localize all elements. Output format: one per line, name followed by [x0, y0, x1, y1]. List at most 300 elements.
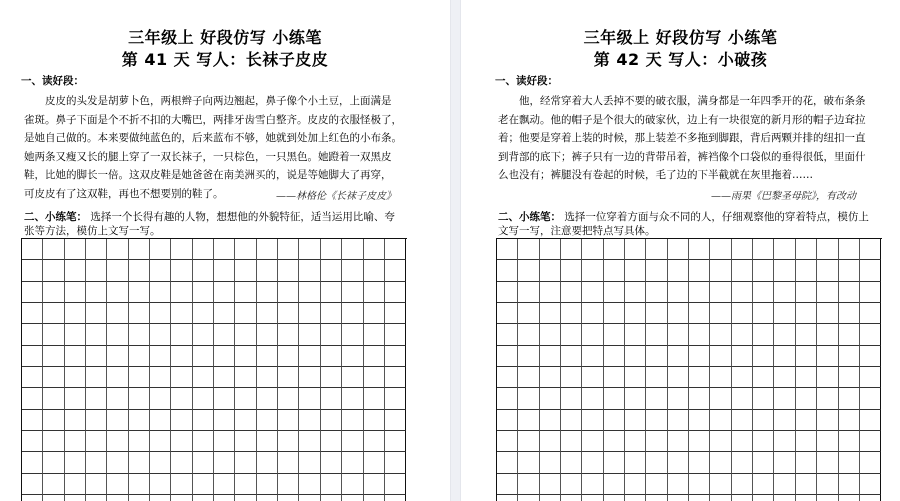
grid-cell[interactable]	[65, 260, 86, 281]
grid-cell[interactable]	[860, 495, 881, 501]
grid-cell[interactable]	[257, 410, 278, 431]
grid-cell[interactable]	[561, 495, 582, 501]
grid-cell[interactable]	[582, 388, 603, 409]
grid-cell[interactable]	[710, 388, 731, 409]
grid-cell[interactable]	[646, 324, 667, 345]
grid-cell[interactable]	[817, 282, 838, 303]
grid-cell[interactable]	[604, 260, 625, 281]
grid-cell[interactable]	[86, 452, 107, 473]
grid-cell[interactable]	[710, 410, 731, 431]
grid-cell[interactable]	[817, 260, 838, 281]
grid-cell[interactable]	[86, 474, 107, 495]
grid-cell[interactable]	[497, 452, 518, 473]
grid-cell[interactable]	[668, 303, 689, 324]
grid-cell[interactable]	[214, 431, 235, 452]
grid-cell[interactable]	[171, 324, 192, 345]
grid-cell[interactable]	[235, 324, 256, 345]
grid-cell[interactable]	[257, 495, 278, 501]
grid-cell[interactable]	[299, 239, 320, 260]
grid-cell[interactable]	[86, 282, 107, 303]
grid-cell[interactable]	[497, 346, 518, 367]
grid-cell[interactable]	[364, 388, 385, 409]
grid-cell[interactable]	[385, 346, 406, 367]
grid-cell[interactable]	[646, 431, 667, 452]
grid-cell[interactable]	[43, 239, 64, 260]
grid-cell[interactable]	[753, 367, 774, 388]
grid-cell[interactable]	[839, 282, 860, 303]
grid-cell[interactable]	[668, 346, 689, 367]
grid-cell[interactable]	[43, 282, 64, 303]
grid-cell[interactable]	[342, 282, 363, 303]
grid-cell[interactable]	[129, 282, 150, 303]
grid-cell[interactable]	[150, 367, 171, 388]
grid-cell[interactable]	[839, 303, 860, 324]
grid-cell[interactable]	[65, 303, 86, 324]
grid-cell[interactable]	[689, 346, 710, 367]
grid-cell[interactable]	[65, 367, 86, 388]
grid-cell[interactable]	[65, 388, 86, 409]
grid-cell[interactable]	[385, 474, 406, 495]
grid-cell[interactable]	[625, 431, 646, 452]
grid-cell[interactable]	[668, 474, 689, 495]
grid-cell[interactable]	[646, 282, 667, 303]
grid-cell[interactable]	[646, 410, 667, 431]
grid-cell[interactable]	[385, 431, 406, 452]
grid-cell[interactable]	[278, 260, 299, 281]
grid-cell[interactable]	[385, 282, 406, 303]
grid-cell[interactable]	[129, 346, 150, 367]
grid-cell[interactable]	[668, 495, 689, 501]
grid-cell[interactable]	[732, 324, 753, 345]
grid-cell[interactable]	[817, 474, 838, 495]
grid-cell[interactable]	[171, 474, 192, 495]
grid-cell[interactable]	[817, 410, 838, 431]
grid-cell[interactable]	[193, 495, 214, 501]
grid-cell[interactable]	[299, 495, 320, 501]
grid-cell[interactable]	[129, 324, 150, 345]
grid-cell[interactable]	[107, 495, 128, 501]
grid-cell[interactable]	[796, 239, 817, 260]
grid-cell[interactable]	[129, 474, 150, 495]
grid-cell[interactable]	[689, 324, 710, 345]
grid-cell[interactable]	[625, 346, 646, 367]
grid-cell[interactable]	[796, 303, 817, 324]
grid-cell[interactable]	[518, 367, 539, 388]
grid-cell[interactable]	[364, 431, 385, 452]
grid-cell[interactable]	[22, 239, 43, 260]
grid-cell[interactable]	[561, 324, 582, 345]
grid-cell[interactable]	[364, 260, 385, 281]
grid-cell[interactable]	[817, 346, 838, 367]
grid-cell[interactable]	[518, 495, 539, 501]
grid-cell[interactable]	[518, 303, 539, 324]
grid-cell[interactable]	[774, 346, 795, 367]
grid-cell[interactable]	[561, 367, 582, 388]
grid-cell[interactable]	[235, 431, 256, 452]
grid-cell[interactable]	[65, 324, 86, 345]
grid-cell[interactable]	[235, 303, 256, 324]
grid-cell[interactable]	[646, 239, 667, 260]
grid-cell[interactable]	[753, 431, 774, 452]
grid-cell[interactable]	[342, 495, 363, 501]
grid-cell[interactable]	[540, 474, 561, 495]
grid-cell[interactable]	[321, 474, 342, 495]
grid-cell[interactable]	[299, 474, 320, 495]
grid-cell[interactable]	[518, 474, 539, 495]
grid-cell[interactable]	[582, 410, 603, 431]
grid-cell[interactable]	[107, 410, 128, 431]
grid-cell[interactable]	[540, 367, 561, 388]
grid-cell[interactable]	[710, 495, 731, 501]
grid-cell[interactable]	[86, 388, 107, 409]
grid-cell[interactable]	[689, 388, 710, 409]
grid-cell[interactable]	[774, 474, 795, 495]
grid-cell[interactable]	[860, 431, 881, 452]
grid-cell[interactable]	[796, 410, 817, 431]
grid-cell[interactable]	[364, 346, 385, 367]
grid-cell[interactable]	[129, 388, 150, 409]
grid-cell[interactable]	[107, 324, 128, 345]
grid-cell[interactable]	[753, 495, 774, 501]
grid-cell[interactable]	[321, 324, 342, 345]
grid-cell[interactable]	[299, 410, 320, 431]
grid-cell[interactable]	[518, 431, 539, 452]
grid-cell[interactable]	[150, 324, 171, 345]
grid-cell[interactable]	[22, 367, 43, 388]
grid-cell[interactable]	[22, 282, 43, 303]
grid-cell[interactable]	[540, 303, 561, 324]
grid-cell[interactable]	[540, 282, 561, 303]
grid-cell[interactable]	[497, 367, 518, 388]
grid-cell[interactable]	[732, 495, 753, 501]
grid-cell[interactable]	[860, 239, 881, 260]
grid-cell[interactable]	[540, 495, 561, 501]
grid-cell[interactable]	[278, 495, 299, 501]
grid-cell[interactable]	[193, 474, 214, 495]
grid-cell[interactable]	[518, 410, 539, 431]
grid-cell[interactable]	[129, 303, 150, 324]
grid-cell[interactable]	[193, 282, 214, 303]
grid-cell[interactable]	[561, 410, 582, 431]
grid-cell[interactable]	[518, 239, 539, 260]
grid-cell[interactable]	[753, 260, 774, 281]
grid-cell[interactable]	[22, 260, 43, 281]
grid-cell[interactable]	[235, 452, 256, 473]
grid-cell[interactable]	[150, 474, 171, 495]
grid-cell[interactable]	[839, 367, 860, 388]
grid-cell[interactable]	[342, 410, 363, 431]
grid-cell[interactable]	[561, 260, 582, 281]
grid-cell[interactable]	[668, 452, 689, 473]
grid-cell[interactable]	[43, 410, 64, 431]
grid-cell[interactable]	[65, 474, 86, 495]
grid-cell[interactable]	[668, 388, 689, 409]
grid-cell[interactable]	[107, 367, 128, 388]
grid-cell[interactable]	[107, 474, 128, 495]
grid-cell[interactable]	[582, 260, 603, 281]
grid-cell[interactable]	[235, 239, 256, 260]
grid-cell[interactable]	[860, 324, 881, 345]
grid-cell[interactable]	[364, 495, 385, 501]
grid-cell[interactable]	[689, 474, 710, 495]
grid-cell[interactable]	[689, 282, 710, 303]
grid-cell[interactable]	[171, 367, 192, 388]
grid-cell[interactable]	[839, 495, 860, 501]
grid-cell[interactable]	[518, 452, 539, 473]
grid-cell[interactable]	[540, 452, 561, 473]
grid-cell[interactable]	[839, 431, 860, 452]
grid-cell[interactable]	[860, 346, 881, 367]
grid-cell[interactable]	[710, 282, 731, 303]
grid-cell[interactable]	[193, 303, 214, 324]
grid-cell[interactable]	[86, 346, 107, 367]
grid-cell[interactable]	[860, 388, 881, 409]
grid-cell[interactable]	[774, 431, 795, 452]
grid-cell[interactable]	[646, 495, 667, 501]
grid-cell[interactable]	[753, 239, 774, 260]
grid-cell[interactable]	[668, 431, 689, 452]
grid-cell[interactable]	[839, 474, 860, 495]
grid-cell[interactable]	[774, 260, 795, 281]
grid-cell[interactable]	[150, 431, 171, 452]
grid-cell[interactable]	[150, 303, 171, 324]
grid-cell[interactable]	[43, 303, 64, 324]
grid-cell[interactable]	[518, 260, 539, 281]
grid-cell[interactable]	[342, 474, 363, 495]
grid-cell[interactable]	[860, 474, 881, 495]
grid-cell[interactable]	[774, 303, 795, 324]
grid-cell[interactable]	[129, 367, 150, 388]
grid-cell[interactable]	[839, 346, 860, 367]
grid-cell[interactable]	[625, 367, 646, 388]
grid-cell[interactable]	[214, 324, 235, 345]
grid-cell[interactable]	[732, 282, 753, 303]
grid-cell[interactable]	[774, 239, 795, 260]
grid-cell[interactable]	[129, 260, 150, 281]
grid-cell[interactable]	[582, 495, 603, 501]
grid-cell[interactable]	[129, 495, 150, 501]
grid-cell[interactable]	[364, 452, 385, 473]
grid-cell[interactable]	[364, 324, 385, 345]
grid-cell[interactable]	[321, 367, 342, 388]
grid-cell[interactable]	[257, 346, 278, 367]
grid-cell[interactable]	[43, 474, 64, 495]
grid-cell[interactable]	[65, 410, 86, 431]
grid-cell[interactable]	[582, 474, 603, 495]
grid-cell[interactable]	[65, 452, 86, 473]
grid-cell[interactable]	[689, 431, 710, 452]
grid-cell[interactable]	[604, 282, 625, 303]
grid-cell[interactable]	[193, 452, 214, 473]
grid-cell[interactable]	[107, 282, 128, 303]
grid-cell[interactable]	[753, 452, 774, 473]
grid-cell[interactable]	[668, 260, 689, 281]
grid-cell[interactable]	[689, 367, 710, 388]
grid-cell[interactable]	[710, 324, 731, 345]
grid-cell[interactable]	[625, 410, 646, 431]
grid-cell[interactable]	[193, 239, 214, 260]
grid-cell[interactable]	[278, 346, 299, 367]
grid-cell[interactable]	[65, 239, 86, 260]
grid-cell[interactable]	[732, 410, 753, 431]
grid-cell[interactable]	[278, 431, 299, 452]
grid-cell[interactable]	[710, 346, 731, 367]
grid-cell[interactable]	[817, 324, 838, 345]
grid-cell[interactable]	[732, 388, 753, 409]
grid-cell[interactable]	[646, 474, 667, 495]
grid-cell[interactable]	[193, 260, 214, 281]
grid-cell[interactable]	[214, 495, 235, 501]
grid-cell[interactable]	[710, 260, 731, 281]
grid-cell[interactable]	[561, 388, 582, 409]
grid-cell[interactable]	[668, 282, 689, 303]
grid-cell[interactable]	[22, 388, 43, 409]
grid-cell[interactable]	[796, 388, 817, 409]
grid-cell[interactable]	[235, 495, 256, 501]
grid-cell[interactable]	[732, 260, 753, 281]
grid-cell[interactable]	[235, 474, 256, 495]
grid-cell[interactable]	[86, 495, 107, 501]
grid-cell[interactable]	[668, 324, 689, 345]
grid-cell[interactable]	[214, 239, 235, 260]
grid-cell[interactable]	[193, 367, 214, 388]
grid-cell[interactable]	[171, 239, 192, 260]
grid-cell[interactable]	[625, 388, 646, 409]
grid-cell[interactable]	[817, 239, 838, 260]
grid-cell[interactable]	[839, 239, 860, 260]
grid-cell[interactable]	[107, 431, 128, 452]
grid-cell[interactable]	[171, 452, 192, 473]
grid-cell[interactable]	[625, 324, 646, 345]
grid-cell[interactable]	[214, 367, 235, 388]
grid-cell[interactable]	[43, 431, 64, 452]
grid-cell[interactable]	[107, 346, 128, 367]
grid-cell[interactable]	[796, 346, 817, 367]
grid-cell[interactable]	[214, 410, 235, 431]
grid-cell[interactable]	[774, 452, 795, 473]
grid-cell[interactable]	[342, 431, 363, 452]
grid-cell[interactable]	[625, 474, 646, 495]
grid-cell[interactable]	[364, 282, 385, 303]
grid-cell[interactable]	[342, 388, 363, 409]
grid-cell[interactable]	[342, 260, 363, 281]
grid-cell[interactable]	[43, 452, 64, 473]
grid-cell[interactable]	[43, 260, 64, 281]
grid-cell[interactable]	[839, 260, 860, 281]
grid-cell[interactable]	[668, 239, 689, 260]
grid-cell[interactable]	[235, 346, 256, 367]
grid-cell[interactable]	[299, 260, 320, 281]
grid-cell[interactable]	[646, 260, 667, 281]
grid-cell[interactable]	[518, 388, 539, 409]
grid-cell[interactable]	[774, 324, 795, 345]
grid-cell[interactable]	[604, 452, 625, 473]
grid-cell[interactable]	[561, 239, 582, 260]
grid-cell[interactable]	[214, 260, 235, 281]
grid-cell[interactable]	[193, 346, 214, 367]
grid-cell[interactable]	[65, 431, 86, 452]
grid-cell[interactable]	[86, 303, 107, 324]
grid-cell[interactable]	[257, 282, 278, 303]
grid-cell[interactable]	[150, 346, 171, 367]
grid-cell[interactable]	[342, 239, 363, 260]
grid-cell[interactable]	[710, 239, 731, 260]
grid-cell[interactable]	[321, 239, 342, 260]
grid-cell[interactable]	[385, 495, 406, 501]
grid-cell[interactable]	[129, 410, 150, 431]
grid-cell[interactable]	[860, 303, 881, 324]
grid-cell[interactable]	[235, 410, 256, 431]
grid-cell[interactable]	[497, 388, 518, 409]
grid-cell[interactable]	[385, 388, 406, 409]
grid-cell[interactable]	[796, 431, 817, 452]
grid-cell[interactable]	[385, 324, 406, 345]
grid-cell[interactable]	[625, 303, 646, 324]
grid-cell[interactable]	[257, 388, 278, 409]
grid-cell[interactable]	[22, 303, 43, 324]
grid-cell[interactable]	[732, 474, 753, 495]
grid-cell[interactable]	[150, 410, 171, 431]
grid-cell[interactable]	[43, 388, 64, 409]
grid-cell[interactable]	[582, 367, 603, 388]
grid-cell[interactable]	[107, 303, 128, 324]
grid-cell[interactable]	[65, 495, 86, 501]
grid-cell[interactable]	[150, 388, 171, 409]
grid-cell[interactable]	[582, 239, 603, 260]
grid-cell[interactable]	[257, 452, 278, 473]
grid-cell[interactable]	[689, 239, 710, 260]
grid-cell[interactable]	[817, 452, 838, 473]
grid-cell[interactable]	[497, 282, 518, 303]
grid-cell[interactable]	[561, 303, 582, 324]
grid-cell[interactable]	[214, 452, 235, 473]
grid-cell[interactable]	[342, 324, 363, 345]
grid-cell[interactable]	[561, 431, 582, 452]
grid-cell[interactable]	[22, 495, 43, 501]
grid-cell[interactable]	[257, 431, 278, 452]
grid-cell[interactable]	[86, 239, 107, 260]
grid-cell[interactable]	[604, 495, 625, 501]
grid-cell[interactable]	[299, 282, 320, 303]
grid-cell[interactable]	[364, 474, 385, 495]
grid-cell[interactable]	[150, 282, 171, 303]
grid-cell[interactable]	[107, 388, 128, 409]
grid-cell[interactable]	[582, 324, 603, 345]
grid-cell[interactable]	[278, 303, 299, 324]
grid-cell[interactable]	[604, 324, 625, 345]
grid-cell[interactable]	[839, 324, 860, 345]
grid-cell[interactable]	[321, 346, 342, 367]
writing-grid[interactable]	[496, 238, 882, 501]
grid-cell[interactable]	[817, 495, 838, 501]
grid-cell[interactable]	[43, 346, 64, 367]
grid-cell[interactable]	[342, 367, 363, 388]
grid-cell[interactable]	[668, 410, 689, 431]
grid-cell[interactable]	[235, 367, 256, 388]
grid-cell[interactable]	[193, 324, 214, 345]
grid-cell[interactable]	[582, 431, 603, 452]
grid-cell[interactable]	[732, 346, 753, 367]
grid-cell[interactable]	[43, 495, 64, 501]
grid-cell[interactable]	[625, 239, 646, 260]
grid-cell[interactable]	[839, 452, 860, 473]
grid-cell[interactable]	[774, 367, 795, 388]
grid-cell[interactable]	[107, 239, 128, 260]
grid-cell[interactable]	[214, 346, 235, 367]
grid-cell[interactable]	[817, 367, 838, 388]
grid-cell[interactable]	[342, 346, 363, 367]
grid-cell[interactable]	[171, 495, 192, 501]
